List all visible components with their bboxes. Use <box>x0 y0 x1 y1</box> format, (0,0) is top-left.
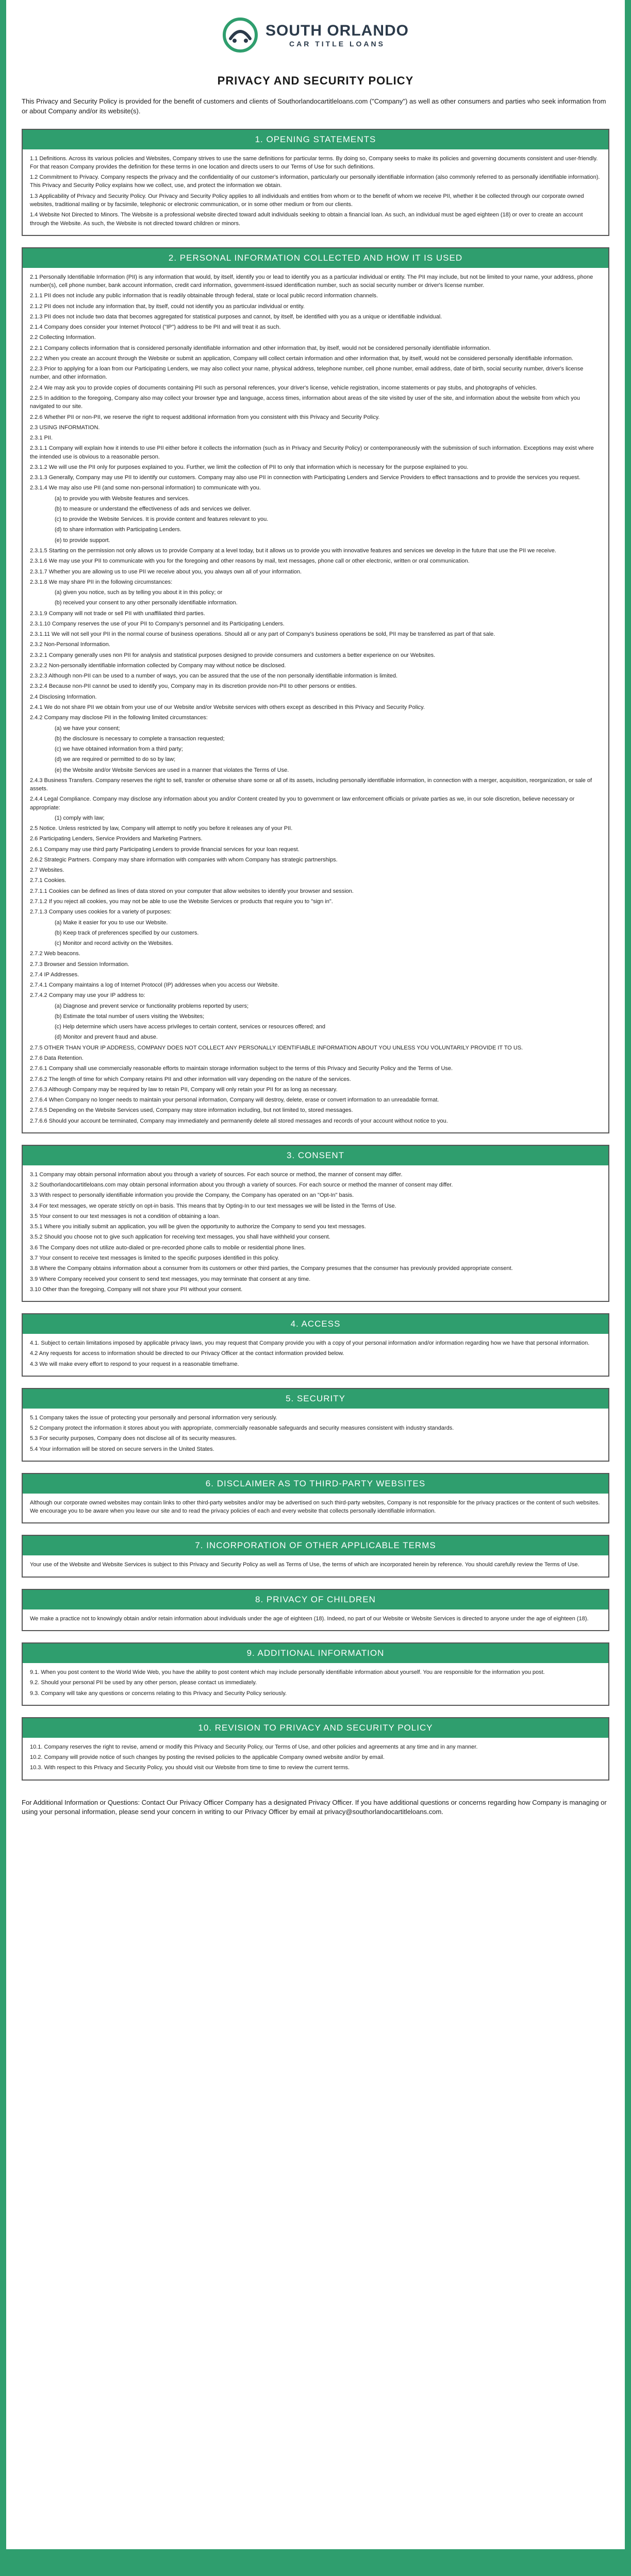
policy-sections <box>22 129 609 1781</box>
policy-clause: 2.3.2 Non-Personal Information. <box>30 641 110 648</box>
policy-section <box>22 1313 609 1377</box>
policy-clause: 2.3.1.4 We may also use PII (and some non-personal information) to communicate with you. <box>30 485 261 492</box>
policy-clause: (d) we are required or permitted to do so by law; <box>55 756 176 763</box>
policy-clause: 2.6.2 Strategic Partners. Company may share information with companies with whom Company has strategic partnerships. <box>30 856 338 863</box>
policy-clause: 2.1.2 PII does not include any information that, by itself, could not identify you as particular individual or entity. <box>30 303 305 310</box>
policy-clause: 2.7.1 Cookies. <box>30 877 67 884</box>
section-body <box>23 1409 608 1461</box>
section-body <box>23 268 608 1132</box>
policy-clause: 2.7.6.2 The length of time for which Company retains PII and other information will vary depending on the nature of the services. <box>30 1076 351 1082</box>
policy-clause: 2.7.3 Browser and Session Information. <box>30 961 129 968</box>
policy-clause: 5.4 Your information will be stored on secure servers in the United States. <box>30 1446 214 1452</box>
policy-clause: 2.7 Websites. <box>30 867 64 874</box>
intro-paragraph: This Privacy and Security Policy is provided for the benefit of customers and clients of Southorlandocartitleloans.com ("Company") as well as other consumers and parties who seek information from or about Company and/or its website(s). <box>22 97 606 115</box>
section-body <box>23 149 608 235</box>
policy-clause: 2.7.1.2 If you reject all cookies, you may not be able to use the Website Services or products that require you to "sign in". <box>30 899 333 905</box>
page-title: PRIVACY AND SECURITY POLICY <box>217 74 414 87</box>
policy-clause: (a) Diagnose and prevent service or functionality problems reported by users; <box>55 1003 249 1009</box>
policy-clause: 2.4.1 We do not share PII we obtain from your use of our Website and/or Website services with others except as described in this Privacy and Security Policy. <box>30 704 425 710</box>
policy-clause: 2.4.2 Company may disclose PII in the following limited circumstances: <box>30 715 208 721</box>
policy-clause: 2.1.4 Company does consider your Internet Protocol ("IP") address to be PII and will treat it as such. <box>30 324 281 331</box>
policy-clause: 3.2 Southorlandocartitleloans.com may obtain personal information about you through a variety of sources. For each source or method the manner of consent may differ. <box>30 1182 453 1189</box>
policy-clause: 2.5 Notice. Unless restricted by law, Company will attempt to notify you before it releases any of your PII. <box>30 825 293 832</box>
policy-clause: 2.3.2.2 Non-personally identifiable information collected by Company may without notice be disclosed. <box>30 662 286 669</box>
policy-clause: (b) Keep track of preferences specified by our customers. <box>55 929 199 936</box>
section-body <box>23 1555 608 1576</box>
policy-clause: 2.7.4 IP Addresses. <box>30 971 79 978</box>
policy-clause: 5.1 Company takes the issue of protecting your personally and personal information very seriously. <box>30 1414 277 1421</box>
policy-clause: 2.2.6 Whether PII or non-PII, we reserve the right to request additional information from you consistent with this Privacy and Security Policy. <box>30 414 380 420</box>
policy-clause: 3.5.2 Should you choose not to give such application for receiving text messages, you shall have withheld your consent. <box>30 1234 330 1241</box>
policy-clause: 2.7.1.1 Cookies can be defined as lines of data stored on your computer that allow websites to identify your browser and session. <box>30 888 354 894</box>
footer-bar <box>0 2549 631 2576</box>
policy-clause: 1.2 Commitment to Privacy. Company respects the privacy and the confidentiality of our customer's information, particularly our personally identifiable information (also commonly referred to as personally identifiable information). This Privacy and Security Policy explains how we collect, use, and protect the information we obtain. <box>30 174 600 189</box>
policy-clause: 2.3.1.7 Whether you are allowing us to use PII we receive about you, you always own all of your information. <box>30 568 302 575</box>
policy-clause: (c) we have obtained information from a third party; <box>55 746 183 753</box>
policy-clause: 2.2.3 Prior to applying for a loan from our Participating Lenders, we may also collect your name, physical address, telephone number, cell phone number, email address, date of birth, social security number, driver's license number, and other information. <box>30 366 584 381</box>
policy-section <box>22 1388 609 1462</box>
policy-clause: 1.1 Definitions. Across its various policies and Websites, Company strives to use the same definitions for particular terms. By doing so, Company seeks to make its policies and governing documents consistent and user-friendly. For that reason Company provides the definition for these terms in one location and directs users to our Terms of Use for such definitions. <box>30 155 598 170</box>
policy-clause: 3.10 Other than the foregoing, Company will not share your PII without your consent. <box>30 1286 243 1293</box>
policy-clause: 2.7.6.4 When Company no longer needs to maintain your personal information, Company will destroy, delete, erase or convert information to an unreadable format. <box>30 1097 439 1104</box>
policy-clause: 5.3 For security purposes, Company does not disclose all of its security measures. <box>30 1435 237 1442</box>
policy-clause: 2.3.1.10 Company reserves the use of your PII to Company's personnel and its Participating Lenders. <box>30 620 285 627</box>
policy-section <box>22 1717 609 1781</box>
section-body <box>23 1334 608 1376</box>
policy-clause: 2.3.1 PII. <box>30 435 53 442</box>
policy-clause: 2.2.4 We may ask you to provide copies of documents containing PII such as personal references, your driver's license, vehicle registration, income statements or pay stubs, and photographs of vehicles. <box>30 384 537 391</box>
policy-clause: 3.3 With respect to personally identifiable information you provide the Company, the Company has operated on an "Opt-In" basis. <box>30 1192 354 1199</box>
policy-clause: 10.3. With respect to this Privacy and Security Policy, you should visit our Website from time to time to review the current terms. <box>30 1765 350 1771</box>
policy-section <box>22 1642 609 1706</box>
policy-clause: (e) to provide support. <box>55 537 110 544</box>
policy-clause: 3.5.1 Where you initially submit an application, you will be given the opportunity to authorize the Company to send you text messages. <box>30 1224 366 1230</box>
policy-clause: (b) received your consent to any other personally identifiable information. <box>55 600 238 606</box>
policy-clause: 2.3 USING INFORMATION. <box>30 424 100 431</box>
policy-clause: 2.2.5 In addition to the foregoing, Company also may collect your browser type and language, access times, information about areas of the site visited by user of the site, and information about the website from which you navigated to our site. <box>30 395 580 410</box>
section-heading: 8. PRIVACY OF CHILDREN <box>23 1590 608 1609</box>
document-page <box>6 0 625 2576</box>
policy-clause: 2.2 Collecting Information. <box>30 334 96 341</box>
policy-clause: (a) given you notice, such as by telling you about it in this policy; or <box>55 589 223 596</box>
policy-clause: 3.7 Your consent to receive text messages is limited to the specific purposes identified in this policy. <box>30 1255 279 1261</box>
policy-clause: 2.6.1 Company may use third party Participating Lenders to provide financial services for your loan request. <box>30 846 300 853</box>
policy-clause: 9.1. When you post content to the World Wide Web, you have the ability to post content which may include personally identifiable information about yourself. You are responsible for the information you post. <box>30 1669 545 1675</box>
section-heading: 1. OPENING STATEMENTS <box>23 130 608 149</box>
policy-clause: 2.7.6.5 Depending on the Website Services used, Company may store information including, but not limited to, stored messages. <box>30 1107 353 1114</box>
section-heading: 2. PERSONAL INFORMATION COLLECTED AND HOW IT IS USED <box>23 248 608 268</box>
policy-clause: 2.6 Participating Lenders, Service Providers and Marketing Partners. <box>30 836 203 842</box>
policy-clause: 2.2.2 When you create an account through the Website or submit an application, Company will collect certain information and other information that, by itself, would not be considered personally identifiable information. <box>30 355 573 362</box>
policy-clause: 2.1 Personally Identifiable Information (PII) is any information that would, by itself, identify you or lead to identify you as a particular individual or entity. The PII may include, but not be limited to your name, your address, phone number(s), cell phone number, bank account information, credit card information, government-issued identification number, such as social security number or driver's license number. <box>30 274 593 289</box>
policy-clause: 5.2 Company protect the information it stores about you with appropriate, commercially reasonable safeguards and security measures consistent with industry standards. <box>30 1425 454 1432</box>
policy-clause: (b) to measure or understand the effectiveness of ads and services we deliver. <box>55 505 251 512</box>
policy-clause: 2.7.4.2 Company may use your IP address to: <box>30 992 145 999</box>
policy-clause: 3.9 Where Company received your consent to send text messages, you may terminate that consent at any time. <box>30 1276 311 1282</box>
brand-logo[interactable] <box>22 10 609 60</box>
policy-clause: 2.7.4.1 Company maintains a log of Internet Protocol (IP) addresses when you access our Website. <box>30 982 279 989</box>
policy-clause: 2.3.1.6 We may use your PII to communicate with you for the foregoing and other reasons by mail, text messages, phone call or other electronic, written or oral communication. <box>30 558 470 565</box>
policy-clause: 2.3.1.5 Starting on the permission not only allows us to provide Company at a level today, but it allows us to provide you with innovative features and services we develop in the future that use the PII we receive. <box>30 547 556 554</box>
policy-clause: (a) to provide you with Website features and services. <box>55 495 190 502</box>
policy-clause: 2.3.1.3 Generally, Company may use PII to identify our customers. Company may also use PII in connection with Participating Lenders and Service Providers to effect transactions and to provide the services you request. <box>30 474 580 481</box>
policy-clause: 2.7.5 OTHER THAN YOUR IP ADDRESS, COMPANY DOES NOT COLLECT ANY PERSONALLY IDENTIFIABLE INFORMATION ABOUT YOU UNLESS YOU VOLUNTARILY PROVIDE IT TO US. <box>30 1044 523 1051</box>
policy-clause: (d) to share information with Participating Lenders. <box>55 527 181 533</box>
section-body <box>23 1738 608 1780</box>
policy-clause: 2.7.2 Web beacons. <box>30 951 80 957</box>
policy-clause: 2.3.1.2 We will use the PII only for purposes explained to you. Further, we limit the collection of PII to only that information which is necessary for the purpose explained to you. <box>30 464 469 470</box>
policy-clause: 9.3. Company will take any questions or concerns relating to this Privacy and Security Policy seriously. <box>30 1690 287 1697</box>
policy-clause: We make a practice not to knowingly obtain and/or retain information about individuals under the age of eighteen (18). Indeed, no part of our Website or Website Services is directed to anyone under the age of eighteen (18). <box>30 1615 589 1622</box>
section-heading: 7. INCORPORATION OF OTHER APPLICABLE TERMS <box>23 1536 608 1555</box>
policy-section <box>22 1145 609 1302</box>
policy-clause: 2.3.2.4 Because non-PII cannot be used to identify you, Company may in its discretion provide non-PII to other persons or entities. <box>30 683 357 690</box>
policy-clause: (b) the disclosure is necessary to complete a transaction requested; <box>55 735 225 742</box>
policy-clause: 2.1.1 PII does not include any public information that is readily obtainable through federal, state or local public record information channels. <box>30 293 378 299</box>
policy-clause: 2.7.6.6 Should your account be terminated, Company may immediately and permanently delete all stored messages and records of your account without notice to you. <box>30 1117 448 1124</box>
logo-mark-icon <box>222 17 258 53</box>
policy-clause: (a) we have your consent; <box>55 725 120 732</box>
section-heading: 10. REVISION TO PRIVACY AND SECURITY POLICY <box>23 1718 608 1738</box>
policy-clause: (1) comply with law; <box>55 815 105 821</box>
section-heading: 4. ACCESS <box>23 1314 608 1334</box>
policy-clause: 2.7.6.3 Although Company may be required by law to retain PII, Company will only retain your PII for as long as necessary. <box>30 1086 338 1093</box>
policy-clause: 4.1. Subject to certain limitations imposed by applicable privacy laws, you may request that Company provide you with a copy of your personal information and/or information regarding how we have that personal information. <box>30 1340 590 1347</box>
policy-clause: (c) Help determine which users have access privileges to certain content, services or resources offered; and <box>55 1024 325 1030</box>
policy-clause: 9.2. Should your personal PII be used by any other person, please contact us immediately. <box>30 1680 257 1686</box>
policy-section <box>22 129 609 236</box>
brand-tagline: CAR TITLE LOANS <box>289 40 385 48</box>
policy-section <box>22 1535 609 1577</box>
policy-section <box>22 1589 609 1631</box>
policy-clause: 2.7.1.3 Company uses cookies for a variety of purposes: <box>30 909 172 916</box>
policy-clause: (e) the Website and/or Website Services are used in a manner that violates the Terms of Use. <box>55 767 289 773</box>
policy-clause: 4.2 Any requests for access to information should be directed to our Privacy Officer at the contact information provided below. <box>30 1350 344 1357</box>
policy-clause: 10.1. Company reserves the right to revise, amend or modify this Privacy and Security Policy, our Terms of Use, and other policies and agreements at any time and in any manner. <box>30 1743 478 1750</box>
policy-clause: Your use of the Website and Website Services is subject to this Privacy and Security Policy as well as Terms of Use, the terms of which are incorporated herein by reference. You should carefully review the Terms of Use. <box>30 1562 579 1568</box>
policy-clause: 2.4.4 Legal Compliance. Company may disclose any information about you and/or Content created by you to government or law enforcement officials or private parties as we, in our sole discretion, believe necessary or appropriate: <box>30 796 575 811</box>
policy-clause: 2.4.3 Business Transfers. Company reserves the right to sell, transfer or otherwise share some or all of its assets, including personally identifiable information, in connection with a merger, acquisition, reorganization, or sale of assets. <box>30 777 592 792</box>
policy-clause: 2.3.2.3 Although non-PII can be used to a number of ways, you can be assured that the use of the non personally identifiable information is limited. <box>30 673 397 680</box>
policy-clause: 3.1 Company may obtain personal information about you through a variety of sources. For each source or method, the manner of consent may differ. <box>30 1171 403 1178</box>
section-body <box>23 1165 608 1301</box>
policy-section <box>22 247 609 1133</box>
policy-clause: 4.3 We will make every effort to respond to your request in a reasonable timeframe. <box>30 1361 239 1367</box>
policy-clause: 2.1.3 PII does not include two data that becomes aggregated for statistical purposes and cannot, by itself, be identified with you as a unique or identifiable individual. <box>30 313 442 320</box>
policy-section <box>22 1473 609 1524</box>
section-heading: 9. ADDITIONAL INFORMATION <box>23 1643 608 1663</box>
policy-clause: (c) to provide the Website Services. It is provide content and features relevant to you. <box>55 516 269 523</box>
policy-clause: 2.7.6.1 Company shall use commercially reasonable efforts to maintain storage information subject to the terms of this Privacy and Security Policy and the Terms of Use. <box>30 1065 453 1072</box>
section-body <box>23 1663 608 1705</box>
policy-clause: 3.8 Where the Company obtains information about a consumer from its customers or other third parties, the Company presumes that the consumer has previously provided appropriate consent. <box>30 1265 513 1272</box>
policy-clause: 2.4 Disclosing Information. <box>30 693 97 700</box>
section-heading: 6. DISCLAIMER AS TO THIRD-PARTY WEBSITES <box>23 1474 608 1494</box>
policy-clause: 3.5 Your consent to our text messages is not a condition of obtaining a loan. <box>30 1213 220 1219</box>
policy-clause: 2.3.1.11 We will not sell your PII in the normal course of business operations. Should all or any part of Company's business operations be sold, PII may be transferred as part of that sale. <box>30 631 495 638</box>
policy-clause: 2.3.2.1 Company generally uses non PII for analysis and statistical purposes designed to provide consumers and customers a better experience on our Websites. <box>30 652 436 658</box>
policy-clause: Although our corporate owned websites may contain links to other third-party websites and/or may be advertised on such third-party websites, Company is not responsible for the privacy practices or the content of such websites. We encourage you to be aware when you leave our site and to read the privacy policies of each and every website that collects personally identifiable information. <box>30 1499 600 1515</box>
section-body <box>23 1609 608 1630</box>
policy-clause: 2.3.1.9 Company will not trade or sell PII with unaffiliated third parties. <box>30 610 205 617</box>
policy-clause: (b) Estimate the total number of users visiting the Websites; <box>55 1013 205 1020</box>
policy-clause: 10.2. Company will provide notice of such changes by posting the revised policies to the applicable Company owned website and/or by email. <box>30 1754 385 1761</box>
policy-clause: 2.7.6 Data Retention. <box>30 1055 84 1061</box>
section-heading: 5. SECURITY <box>23 1389 608 1409</box>
policy-clause: 1.3 Applicability of Privacy and Security Policy. Our Privacy and Security Policy applies to all individuals and entities from whom or to the benefit of whom we receive PII, whether it be collected through our corporate owned websites, traditional mailing or by facsimile, telephonic or electronic communication, or in some other medium or from our clients. <box>30 193 584 208</box>
contact-note: For Additional Information or Questions: Contact Our Privacy Officer Company has a designated Privacy Officer. If you have additional questions or concerns regarding how Company is managing or using your personal information, please send your concern in writing to our Privacy Officer by email at privacy@southorlandocartitleloans.com. <box>22 1798 607 1816</box>
policy-clause: 2.2.1 Company collects information that is considered personally identifiable information and other information that, by itself, would not be considered personally identifiable information. <box>30 345 491 351</box>
policy-clause: 3.6 The Company does not utilize auto-dialed or pre-recorded phone calls to mobile or residential phone lines. <box>30 1244 306 1251</box>
policy-clause: (d) Monitor and prevent fraud and abuse. <box>55 1034 158 1041</box>
brand-name: SOUTH ORLANDO <box>265 22 409 39</box>
policy-clause: 2.3.1.1 Company will explain how it intends to use PII either before it collects the information (such as in Privacy and Security Policy) or contemporaneously with the submission of such information. Exceptions may exist where the intended use is obvious to a reasonable person. <box>30 445 594 460</box>
policy-clause: 2.3.1.8 We may share PII in the following circumstances: <box>30 579 173 585</box>
policy-clause: (c) Monitor and record activity on the Websites. <box>55 940 173 947</box>
policy-clause: (a) Make it easier for you to use our Website. <box>55 919 168 926</box>
section-heading: 3. CONSENT <box>23 1146 608 1165</box>
section-body <box>23 1494 608 1523</box>
policy-clause: 1.4 Website Not Directed to Minors. The Website is a professional website directed toward adult individuals seeking to obtain a financial loan. As such, an individual must be aged eighteen (18) or over to create an account through the Website. As such, the Website is not directed toward children or minors. <box>30 212 583 227</box>
policy-clause: 3.4 For text messages, we operate strictly on opt-in basis. This means that by Opting-In to our text messages we will be listed in the Terms of Use. <box>30 1202 396 1209</box>
